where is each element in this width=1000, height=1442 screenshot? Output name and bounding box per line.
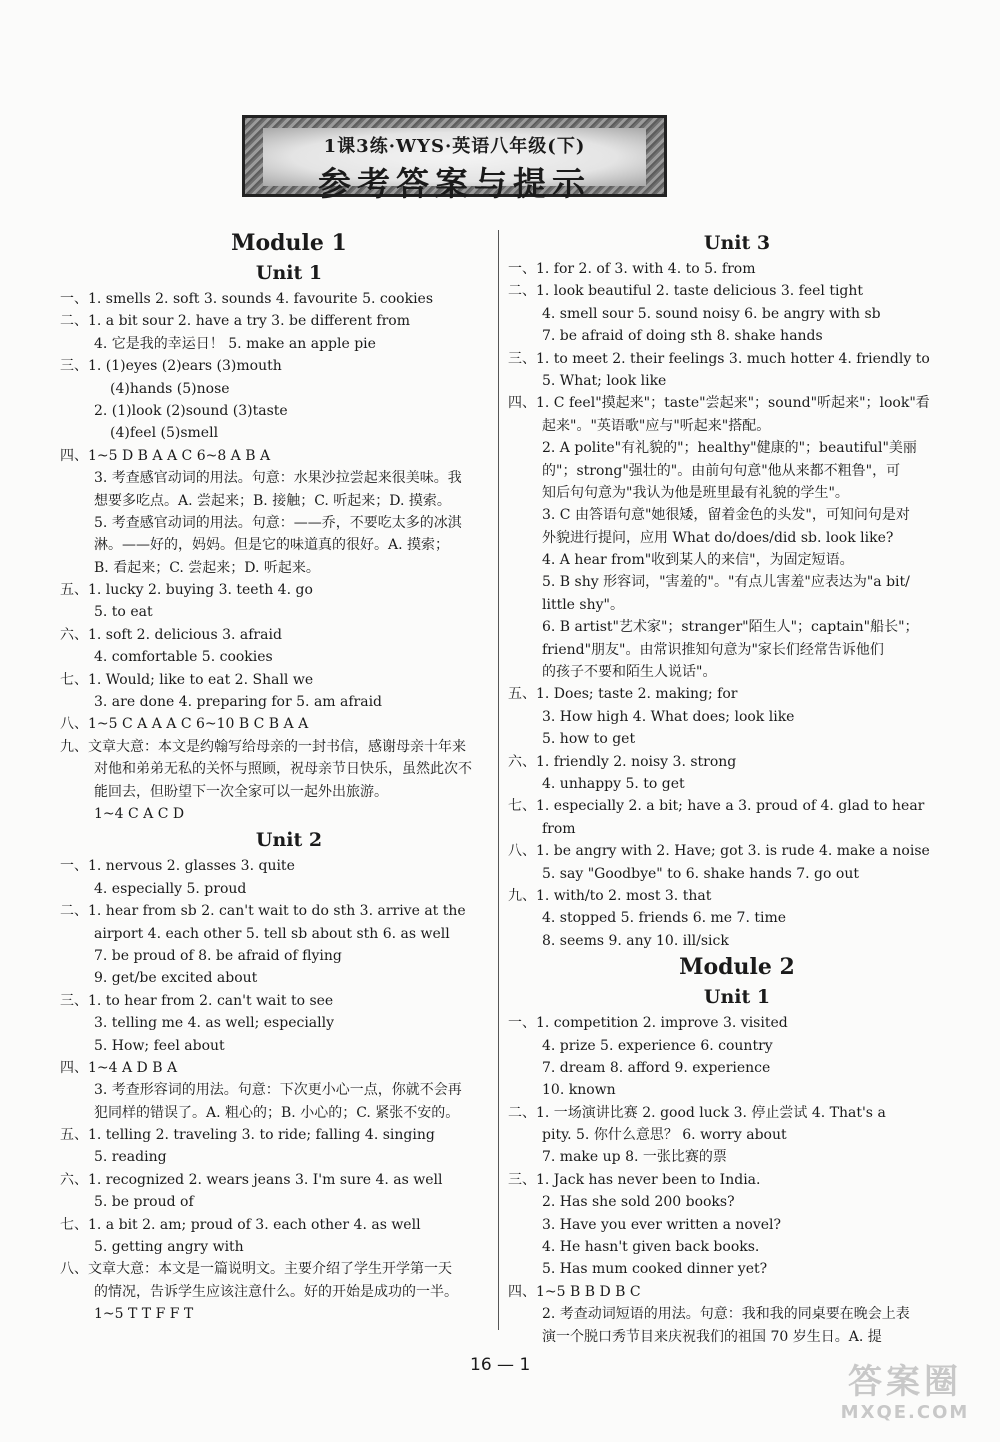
answer-line: 7. make up 8. 一张比赛的票 — [542, 1149, 727, 1166]
answer-line: 5. reading — [94, 1149, 167, 1166]
answer-line: 的孩子不要和陌生人说话"。 — [542, 664, 717, 681]
answer-line: 六、1. soft 2. delicious 3. afraid — [60, 626, 282, 643]
answer-line: 八、文章大意：本文是一篇说明文。主要介绍了学生开学第一天 — [60, 1261, 452, 1278]
left-column — [60, 228, 518, 1326]
answer-line: 3. telling me 4. as well; especially — [94, 1015, 335, 1032]
answer-line: 五、1. Does; taste 2. making; for — [508, 686, 738, 703]
answer-line: 4. smell sour 5. sound noisy 6. be angry with sb — [542, 305, 881, 322]
watermark-line2: MXQE.COM — [840, 1402, 970, 1423]
answer-line: 3. 考查感官动词的用法。句意：水果沙拉尝起来很美味。我 — [94, 470, 462, 487]
unit-heading: Unit 1 — [703, 986, 771, 1009]
answer-line: 2. 考查动词短语的用法。句意：我和我的同桌要在晚会上表 — [542, 1306, 910, 1323]
answer-line: 3. are done 4. preparing for 5. am afraid — [94, 694, 383, 711]
answer-line: 9. get/be excited about — [94, 970, 258, 987]
answer-line: 二、1. a bit sour 2. have a try 3. be different from — [60, 313, 411, 330]
answer-line: 六、1. recognized 2. wears jeans 3. I'm sure 4. as well — [60, 1171, 443, 1188]
module-heading: Module 1 — [231, 230, 347, 256]
answer-line: 4. A hear from"收到某人的来信"，为固定短语。 — [542, 552, 854, 569]
answer-line: 2. Has she sold 200 books? — [542, 1194, 735, 1211]
answer-line: 5. getting angry with — [94, 1239, 244, 1256]
answer-line: (4)hands (5)nose — [110, 380, 230, 397]
answer-line: 3. 考查形容词的用法。句意：下次更小心一点，你就不会再 — [94, 1082, 462, 1099]
answer-line: 三、1. to meet 2. their feelings 3. much hotter 4. friendly to — [508, 350, 930, 367]
answer-line: 8. seems 9. any 10. ill/sick — [542, 932, 729, 949]
answer-line: 淋。——好的，妈妈。但是它的味道真的很好。A. 摸索； — [94, 537, 450, 554]
right-column — [508, 228, 966, 1348]
answer-line: 7. be afraid of doing sth 8. shake hands — [542, 328, 823, 345]
answer-line: 七、1. Would; like to eat 2. Shall we — [60, 671, 314, 688]
answer-line: 1~5 T T F F T — [94, 1306, 194, 1323]
answer-line: 二、1. 一场演讲比赛 2. good luck 3. 停止尝试 4. That's a — [508, 1104, 886, 1121]
answer-line: 犯同样的错误了。A. 粗心的；B. 小心的；C. 紧张不安的。 — [94, 1104, 460, 1121]
title-banner — [242, 115, 667, 203]
answer-line: 七、1. a bit 2. am; proud of 3. each other 4. as well — [60, 1216, 421, 1233]
answer-line: 二、1. look beautiful 2. taste delicious 3. feel tight — [508, 283, 864, 300]
answer-line: 3. How high 4. What does; look like — [542, 708, 795, 725]
answer-line: 6. B artist"艺术家"；stranger"陌生人"；captain"船长"； — [542, 619, 919, 636]
answer-line: 三、1. to hear from 2. can't wait to see — [60, 992, 334, 1009]
answer-line: 5. be proud of — [94, 1194, 194, 1211]
answer-line: 4. stopped 5. friends 6. me 7. time — [542, 910, 787, 927]
answer-line: 四、1~5 D B A A C 6~8 A B A — [60, 447, 271, 464]
answer-line: 7. dream 8. afford 9. experience — [542, 1059, 771, 1076]
answer-line: 八、1. be angry with 2. Have; got 3. is rude 4. make a noise — [508, 843, 930, 860]
answer-line: 5. to eat — [94, 604, 153, 621]
module-heading: Module 2 — [679, 954, 795, 981]
answer-line: 五、1. telling 2. traveling 3. to ride; falling 4. singing — [60, 1127, 435, 1144]
answer-line: 三、1. Jack has never been to India. — [508, 1171, 761, 1188]
answer-line: 演一个脱口秀节目来庆祝我们的祖国 70 岁生日。A. 提 — [542, 1328, 882, 1345]
answer-line: 4. comfortable 5. cookies — [94, 649, 273, 666]
answer-line: 起来"。"英语歌"应与"听起来"搭配。 — [542, 417, 771, 434]
answer-line: 四、1. C feel"摸起来"；taste"尝起来"；sound"听起来"；look"看 — [508, 395, 930, 412]
answer-line: 4. especially 5. proud — [94, 880, 247, 897]
answer-line: pity. 5. 你什么意思？ 6. worry about — [542, 1127, 787, 1144]
answer-line: airport 4. each other 5. tell sb about sth 6. as well — [94, 925, 450, 942]
answer-line: (4)feel (5)smell — [110, 425, 219, 442]
answer-line: 2. (1)look (2)sound (3)taste — [94, 402, 288, 419]
answer-line: from — [542, 820, 576, 837]
answer-line: B. 看起来；C. 尝起来；D. 听起来。 — [94, 559, 320, 576]
answer-line: 五、1. lucky 2. buying 3. teeth 4. go — [60, 582, 313, 599]
banner-subtitle: 1课3练·WYS·英语八年级(下) — [323, 136, 586, 157]
answer-line: 5. What; look like — [542, 372, 667, 389]
watermark — [830, 1362, 980, 1432]
answer-line: 的情况，告诉学生应该注意什么。好的开始是成功的一半。 — [94, 1283, 458, 1300]
answer-line: 7. be proud of 8. be afraid of flying — [94, 947, 342, 964]
answer-line: 四、1~5 B B D B C — [508, 1283, 641, 1300]
answer-line: 八、1~5 C A A A C 6~10 B C B A A — [60, 716, 309, 733]
watermark-line1: 答案圈 — [848, 1362, 962, 1402]
answer-line: 二、1. hear from sb 2. can't wait to do sth 3. arrive at the — [60, 903, 466, 920]
page-number: 16 — 1 — [470, 1355, 531, 1375]
answer-line: 九、1. with/to 2. most 3. that — [508, 887, 712, 904]
answer-line: 5. say "Goodbye" to 6. shake hands 7. go out — [542, 865, 859, 882]
banner-inner — [263, 128, 646, 203]
answer-line: 5. How; feel about — [94, 1037, 225, 1054]
answer-line: 一、1. smells 2. soft 3. sounds 4. favourite 5. cookies — [60, 291, 434, 307]
banner-title: 参考答案与提示 — [318, 164, 591, 203]
answer-line: friend"朋友"。由常识推知句意为"家长们经常告诉他们 — [542, 641, 884, 658]
answer-line: 4. He hasn't given back books. — [542, 1239, 760, 1256]
answer-line: 知后句句意为"我认为他是班里最有礼貌的学生"。 — [542, 484, 849, 501]
answer-line: 一、1. for 2. of 3. with 4. to 5. from — [508, 261, 756, 277]
answer-line: 九、文章大意：本文是约翰写给母亲的一封书信，感谢母亲十年来 — [60, 738, 466, 755]
answer-line: 5. B shy 形容词，"害羞的"。"有点儿害羞"应表达为"a bit/ — [542, 574, 910, 591]
answer-line: 3. C 由答语句意"她很矮，留着金色的头发"，可知问句是对 — [542, 507, 910, 524]
answer-line: 3. Have you ever written a novel? — [542, 1216, 782, 1233]
answer-line: 5. how to get — [542, 731, 636, 748]
answer-line: 的"；strong"强壮的"。由前句句意"他从来都不粗鲁"，可 — [542, 462, 901, 479]
answer-line: 能回去，但盼望下一次全家可以一起外出旅游。 — [94, 783, 388, 800]
answer-line: 2. A polite"有礼貌的"；healthy"健康的"；beautiful"美丽 — [542, 440, 917, 457]
unit-heading: Unit 1 — [255, 262, 323, 284]
answer-line: 4. prize 5. experience 6. country — [542, 1037, 773, 1054]
answer-line: 10. known — [542, 1082, 616, 1099]
answer-line: 4. unhappy 5. to get — [542, 775, 685, 792]
answer-line: 5. 考查感官动词的用法。句意：——乔，不要吃太多的冰淇 — [94, 514, 462, 531]
unit-heading: Unit 2 — [255, 829, 323, 852]
answer-line: 四、1~4 A D B A — [60, 1059, 178, 1076]
answer-line: 一、1. nervous 2. glasses 3. quite — [60, 858, 295, 875]
answer-line: 1~4 C A C D — [94, 805, 185, 822]
answer-line: 一、1. competition 2. improve 3. visited — [508, 1015, 788, 1032]
answer-line: 三、1. (1)eyes (2)ears (3)mouth — [60, 358, 282, 375]
answer-line: 5. Has mum cooked dinner yet? — [542, 1261, 768, 1278]
unit-heading: Unit 3 — [703, 232, 771, 254]
answer-line: 对他和弟弟无私的关怀与照顾，祝母亲节日快乐，虽然此次不 — [94, 761, 472, 778]
answer-line: 七、1. especially 2. a bit; have a 3. proud of 4. glad to hear — [508, 798, 925, 815]
answer-line: 想要多吃点。A. 尝起来；B. 接触；C. 听起来；D. 摸索。 — [94, 492, 451, 509]
answer-line: 六、1. friendly 2. noisy 3. strong — [508, 753, 737, 770]
column-divider — [498, 230, 499, 1330]
answer-line: 外貌进行提问，应用 What do/does/did sb. look like? — [542, 529, 894, 546]
answer-line: little shy"。 — [542, 596, 624, 613]
answer-line: 4. 它是我的幸运日！ 5. make an apple pie — [94, 335, 376, 352]
